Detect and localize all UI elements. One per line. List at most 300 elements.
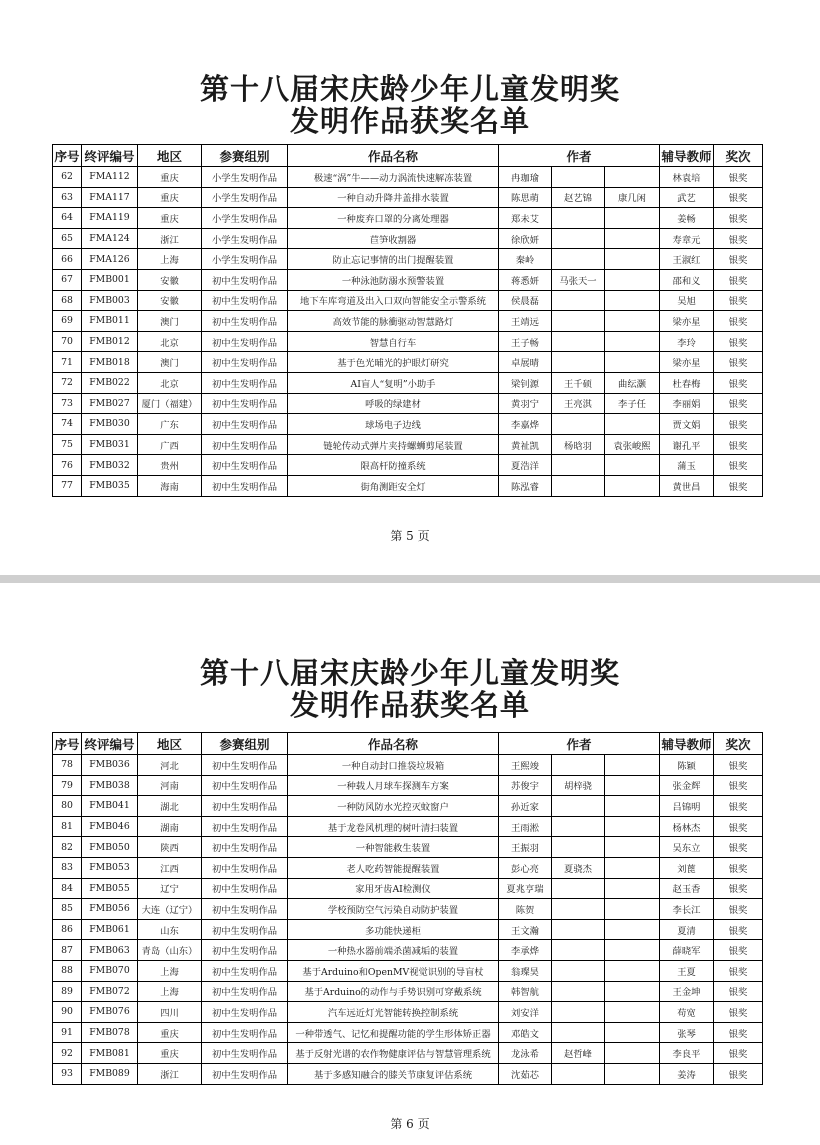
cell-work: 地下车库弯道及出入口双向智能安全示警系统 — [288, 290, 499, 311]
cell-author-1: 梁钊源 — [499, 372, 552, 393]
table-row — [53, 352, 763, 373]
cell-author-2 — [552, 167, 605, 188]
cell-award: 银奖 — [714, 249, 763, 270]
cell-code: FMB072 — [82, 981, 138, 1002]
cell-teacher: 张金辉 — [660, 775, 714, 796]
cell-author-3 — [605, 878, 660, 899]
cell-no: 92 — [53, 1043, 82, 1064]
cell-author-3 — [605, 899, 660, 920]
cell-region: 厦门（福建） — [138, 393, 202, 414]
cell-no: 67 — [53, 269, 82, 290]
cell-no: 82 — [53, 837, 82, 858]
cell-work: 呼吸的绿建材 — [288, 393, 499, 414]
cell-work: 球场电子边线 — [288, 414, 499, 435]
cell-author-2 — [552, 331, 605, 352]
cell-no: 84 — [53, 878, 82, 899]
table-row — [53, 249, 763, 270]
cell-award: 银奖 — [714, 755, 763, 776]
cell-region: 北京 — [138, 372, 202, 393]
cell-author-1: 王雨淞 — [499, 816, 552, 837]
cell-region: 河南 — [138, 775, 202, 796]
cell-code: FMB031 — [82, 434, 138, 455]
table-row — [53, 940, 763, 961]
cell-region: 广西 — [138, 434, 202, 455]
cell-author-1: 王振羽 — [499, 837, 552, 858]
cell-work: 一种自动升降井盖排水装置 — [288, 187, 499, 208]
cell-author-3 — [605, 919, 660, 940]
cell-region: 重庆 — [138, 1043, 202, 1064]
cell-author-2 — [552, 208, 605, 229]
cell-code: FMB012 — [82, 331, 138, 352]
cell-group: 小学生发明作品 — [202, 249, 288, 270]
cell-author-1: 蒋悉妍 — [499, 269, 552, 290]
cell-teacher: 王夏 — [660, 960, 714, 981]
cell-author-2 — [552, 899, 605, 920]
cell-author-1: 郑未艾 — [499, 208, 552, 229]
cell-region: 湖南 — [138, 816, 202, 837]
cell-work: 基于Arduino的动作与手势识别可穿戴系统 — [288, 981, 499, 1002]
cell-author-1: 陈思萌 — [499, 187, 552, 208]
cell-author-2 — [552, 878, 605, 899]
cell-award: 银奖 — [714, 1022, 763, 1043]
cell-author-1: 李承烨 — [499, 940, 552, 961]
cell-author-1: 黄祉凯 — [499, 434, 552, 455]
cell-code: FMB022 — [82, 372, 138, 393]
cell-region: 贵州 — [138, 455, 202, 476]
cell-author-3 — [605, 1043, 660, 1064]
cell-region: 重庆 — [138, 208, 202, 229]
cell-author-3 — [605, 414, 660, 435]
cell-region: 重庆 — [138, 187, 202, 208]
column-header-no: 序号 — [53, 145, 82, 167]
cell-teacher: 李良平 — [660, 1043, 714, 1064]
cell-no: 76 — [53, 455, 82, 476]
cell-no: 73 — [53, 393, 82, 414]
cell-no: 88 — [53, 960, 82, 981]
cell-teacher: 寿章元 — [660, 228, 714, 249]
cell-teacher: 杜春梅 — [660, 372, 714, 393]
cell-author-1: 翁璨昊 — [499, 960, 552, 981]
cell-group: 初中生发明作品 — [202, 1043, 288, 1064]
award-table — [52, 144, 763, 497]
cell-author-2 — [552, 1063, 605, 1084]
cell-no: 62 — [53, 167, 82, 188]
cell-region: 河北 — [138, 755, 202, 776]
cell-author-2 — [552, 414, 605, 435]
cell-group: 小学生发明作品 — [202, 228, 288, 249]
cell-award: 银奖 — [714, 899, 763, 920]
column-header-region: 地区 — [138, 145, 202, 167]
cell-award: 银奖 — [714, 290, 763, 311]
table-row — [53, 311, 763, 332]
cell-author-1: 沈茹芯 — [499, 1063, 552, 1084]
cell-code: FMA119 — [82, 208, 138, 229]
column-header-group: 参赛组别 — [202, 145, 288, 167]
cell-no: 71 — [53, 352, 82, 373]
cell-author-3 — [605, 837, 660, 858]
cell-group: 初中生发明作品 — [202, 857, 288, 878]
cell-region: 青岛（山东） — [138, 940, 202, 961]
cell-group: 初中生发明作品 — [202, 414, 288, 435]
cell-code: FMB032 — [82, 455, 138, 476]
cell-group: 初中生发明作品 — [202, 269, 288, 290]
cell-author-3 — [605, 1002, 660, 1023]
cell-award: 银奖 — [714, 187, 763, 208]
cell-author-3 — [605, 352, 660, 373]
cell-no: 63 — [53, 187, 82, 208]
table-row — [53, 775, 763, 796]
table-row — [53, 1022, 763, 1043]
cell-author-2 — [552, 1002, 605, 1023]
cell-author-2 — [552, 940, 605, 961]
cell-work: 限高杆防撞系统 — [288, 455, 499, 476]
table-row — [53, 919, 763, 940]
cell-no: 85 — [53, 899, 82, 920]
cell-teacher: 邵和义 — [660, 269, 714, 290]
column-header-code: 终评编号 — [82, 733, 138, 755]
table-row — [53, 455, 763, 476]
cell-author-1: 李嘉烨 — [499, 414, 552, 435]
cell-teacher: 李长江 — [660, 899, 714, 920]
cell-no: 72 — [53, 372, 82, 393]
cell-award: 银奖 — [714, 816, 763, 837]
page-6 — [0, 583, 820, 1145]
table-row — [53, 755, 763, 776]
cell-code: FMB027 — [82, 393, 138, 414]
cell-no: 91 — [53, 1022, 82, 1043]
cell-code: FMA124 — [82, 228, 138, 249]
column-header-no: 序号 — [53, 733, 82, 755]
cell-region: 浙江 — [138, 1063, 202, 1084]
cell-work: 高效节能的脉衝驱动智慧路灯 — [288, 311, 499, 332]
cell-work: 一种智能救生装置 — [288, 837, 499, 858]
cell-no: 77 — [53, 475, 82, 496]
cell-work: 极速“涡”牛——动力涡流快速解冻装置 — [288, 167, 499, 188]
cell-group: 初中生发明作品 — [202, 775, 288, 796]
cell-award: 银奖 — [714, 981, 763, 1002]
cell-work: 汽车远近灯光智能转换控制系统 — [288, 1002, 499, 1023]
cell-author-2 — [552, 290, 605, 311]
cell-code: FMB036 — [82, 755, 138, 776]
cell-author-2 — [552, 919, 605, 940]
cell-work: AI盲人“复明”小助手 — [288, 372, 499, 393]
cell-region: 江西 — [138, 857, 202, 878]
cell-code: FMB003 — [82, 290, 138, 311]
cell-author-3 — [605, 269, 660, 290]
cell-author-2 — [552, 228, 605, 249]
cell-teacher: 张琴 — [660, 1022, 714, 1043]
cell-author-1: 黄羽宁 — [499, 393, 552, 414]
column-header-teacher: 辅导教师 — [660, 145, 714, 167]
cell-group: 初中生发明作品 — [202, 755, 288, 776]
cell-group: 初中生发明作品 — [202, 475, 288, 496]
column-header-region: 地区 — [138, 733, 202, 755]
table-row — [53, 208, 763, 229]
cell-author-2 — [552, 816, 605, 837]
cell-region: 大连（辽宁） — [138, 899, 202, 920]
cell-no: 89 — [53, 981, 82, 1002]
table-header-row — [53, 145, 763, 167]
cell-code: FMB030 — [82, 414, 138, 435]
table-row — [53, 434, 763, 455]
cell-author-3 — [605, 167, 660, 188]
cell-work: 防止忘记事情的出门提醒装置 — [288, 249, 499, 270]
cell-no: 64 — [53, 208, 82, 229]
award-subtitle: 发明作品获奖名单 — [289, 688, 530, 722]
cell-code: FMB055 — [82, 878, 138, 899]
cell-author-2: 杨晗羽 — [552, 434, 605, 455]
cell-teacher: 谢孔平 — [660, 434, 714, 455]
cell-author-3: 康几闲 — [605, 187, 660, 208]
cell-author-1: 陈泓睿 — [499, 475, 552, 496]
cell-author-1: 冉珈瑜 — [499, 167, 552, 188]
cell-author-3 — [605, 775, 660, 796]
column-header-authors: 作者 — [499, 733, 660, 755]
cell-author-3 — [605, 228, 660, 249]
cell-author-2: 王千硕 — [552, 372, 605, 393]
cell-group: 初中生发明作品 — [202, 1022, 288, 1043]
column-header-award: 奖次 — [714, 145, 763, 167]
cell-teacher: 吴东立 — [660, 837, 714, 858]
cell-teacher: 吴旭 — [660, 290, 714, 311]
cell-region: 陕西 — [138, 837, 202, 858]
cell-author-3 — [605, 1022, 660, 1043]
cell-work: 一种载人月球车探测车方案 — [288, 775, 499, 796]
cell-author-2 — [552, 837, 605, 858]
cell-author-1: 夏兆亨瑞 — [499, 878, 552, 899]
cell-author-1: 卓展晴 — [499, 352, 552, 373]
cell-author-3 — [605, 208, 660, 229]
cell-region: 重庆 — [138, 167, 202, 188]
table-row — [53, 372, 763, 393]
cell-group: 小学生发明作品 — [202, 167, 288, 188]
cell-teacher: 梁亦星 — [660, 311, 714, 332]
cell-author-3 — [605, 981, 660, 1002]
cell-work: 一种泳池防溺水预警装置 — [288, 269, 499, 290]
cell-author-1: 侯晨磊 — [499, 290, 552, 311]
cell-region: 山东 — [138, 919, 202, 940]
cell-author-3: 曲纭灏 — [605, 372, 660, 393]
cell-code: FMB041 — [82, 796, 138, 817]
column-header-code: 终评编号 — [82, 145, 138, 167]
cell-author-3: 李子任 — [605, 393, 660, 414]
cell-teacher: 苟宽 — [660, 1002, 714, 1023]
page-separator — [0, 575, 820, 583]
cell-award: 银奖 — [714, 352, 763, 373]
cell-group: 初中生发明作品 — [202, 899, 288, 920]
award-title: 第十八届宋庆龄少年儿童发明奖 — [199, 656, 620, 690]
cell-author-1: 徐欣妍 — [499, 228, 552, 249]
cell-region: 上海 — [138, 960, 202, 981]
cell-code: FMB011 — [82, 311, 138, 332]
cell-code: FMB046 — [82, 816, 138, 837]
cell-award: 银奖 — [714, 919, 763, 940]
cell-region: 辽宁 — [138, 878, 202, 899]
cell-work: 街角测距安全灯 — [288, 475, 499, 496]
cell-work: 一种自动封口推袋垃圾箱 — [288, 755, 499, 776]
cell-group: 初中生发明作品 — [202, 372, 288, 393]
table-row — [53, 393, 763, 414]
cell-author-2 — [552, 960, 605, 981]
cell-author-3 — [605, 455, 660, 476]
cell-no: 90 — [53, 1002, 82, 1023]
cell-group: 初中生发明作品 — [202, 837, 288, 858]
cell-group: 初中生发明作品 — [202, 455, 288, 476]
cell-group: 初中生发明作品 — [202, 816, 288, 837]
cell-award: 银奖 — [714, 796, 763, 817]
cell-author-2: 胡梓骁 — [552, 775, 605, 796]
cell-no: 79 — [53, 775, 82, 796]
cell-no: 75 — [53, 434, 82, 455]
cell-award: 银奖 — [714, 475, 763, 496]
cell-region: 安徽 — [138, 269, 202, 290]
cell-author-2 — [552, 475, 605, 496]
cell-code: FMA112 — [82, 167, 138, 188]
cell-award: 银奖 — [714, 372, 763, 393]
cell-author-2 — [552, 311, 605, 332]
cell-work: 学校预防空气污染自动防护装置 — [288, 899, 499, 920]
cell-award: 银奖 — [714, 1043, 763, 1064]
table-header-row — [53, 733, 763, 755]
cell-author-3 — [605, 816, 660, 837]
cell-award: 银奖 — [714, 167, 763, 188]
cell-work: 智慧自行车 — [288, 331, 499, 352]
cell-no: 70 — [53, 331, 82, 352]
cell-region: 北京 — [138, 331, 202, 352]
cell-code: FMB078 — [82, 1022, 138, 1043]
cell-teacher: 刘蓖 — [660, 857, 714, 878]
cell-work: 老人吃药智能提醒装置 — [288, 857, 499, 878]
cell-author-1: 王文瀚 — [499, 919, 552, 940]
cell-group: 小学生发明作品 — [202, 208, 288, 229]
cell-author-3 — [605, 796, 660, 817]
cell-teacher: 杨林杰 — [660, 816, 714, 837]
cell-code: FMB061 — [82, 919, 138, 940]
cell-code: FMB035 — [82, 475, 138, 496]
column-header-work: 作品名称 — [288, 145, 499, 167]
cell-code: FMB038 — [82, 775, 138, 796]
cell-teacher: 蒲玉 — [660, 455, 714, 476]
cell-group: 初中生发明作品 — [202, 311, 288, 332]
cell-code: FMB089 — [82, 1063, 138, 1084]
cell-code: FMB001 — [82, 269, 138, 290]
cell-no: 80 — [53, 796, 82, 817]
table-row — [53, 981, 763, 1002]
column-header-group: 参赛组别 — [202, 733, 288, 755]
cell-award: 银奖 — [714, 311, 763, 332]
cell-group: 初中生发明作品 — [202, 331, 288, 352]
table-row — [53, 857, 763, 878]
column-header-authors: 作者 — [499, 145, 660, 167]
award-subtitle: 发明作品获奖名单 — [289, 104, 530, 138]
cell-author-2 — [552, 249, 605, 270]
cell-teacher: 武艺 — [660, 187, 714, 208]
cell-author-3 — [605, 960, 660, 981]
cell-author-2: 赵艺锦 — [552, 187, 605, 208]
cell-work: 多功能快递柜 — [288, 919, 499, 940]
cell-group: 初中生发明作品 — [202, 393, 288, 414]
table-row — [53, 878, 763, 899]
cell-teacher: 李玲 — [660, 331, 714, 352]
cell-no: 74 — [53, 414, 82, 435]
cell-region: 海南 — [138, 475, 202, 496]
cell-teacher: 陈颖 — [660, 755, 714, 776]
cell-author-1: 刘安洋 — [499, 1002, 552, 1023]
table-row — [53, 414, 763, 435]
page-number: 第 5 页 — [390, 529, 430, 543]
cell-award: 银奖 — [714, 414, 763, 435]
cell-author-2: 赵哲峰 — [552, 1043, 605, 1064]
cell-author-2: 夏骁杰 — [552, 857, 605, 878]
cell-author-1: 孙近家 — [499, 796, 552, 817]
cell-no: 65 — [53, 228, 82, 249]
cell-teacher: 王金坤 — [660, 981, 714, 1002]
table-row — [53, 269, 763, 290]
cell-teacher: 赵玉香 — [660, 878, 714, 899]
cell-code: FMA117 — [82, 187, 138, 208]
cell-work: 一种带透气、记忆和提醒功能的学生形体矫正器 — [288, 1022, 499, 1043]
table-row — [53, 331, 763, 352]
cell-author-3 — [605, 311, 660, 332]
cell-author-3 — [605, 331, 660, 352]
table-row — [53, 816, 763, 837]
cell-code: FMB070 — [82, 960, 138, 981]
column-header-work: 作品名称 — [288, 733, 499, 755]
table-row — [53, 1063, 763, 1084]
cell-teacher: 薛晓军 — [660, 940, 714, 961]
cell-group: 初中生发明作品 — [202, 878, 288, 899]
cell-author-2 — [552, 755, 605, 776]
table-row — [53, 837, 763, 858]
cell-author-3 — [605, 940, 660, 961]
table-row — [53, 899, 763, 920]
cell-group: 初中生发明作品 — [202, 434, 288, 455]
cell-region: 浙江 — [138, 228, 202, 249]
column-header-teacher: 辅导教师 — [660, 733, 714, 755]
cell-code: FMB050 — [82, 837, 138, 858]
cell-teacher: 林袁培 — [660, 167, 714, 188]
cell-teacher: 姜畅 — [660, 208, 714, 229]
cell-region: 广东 — [138, 414, 202, 435]
cell-teacher: 姜涛 — [660, 1063, 714, 1084]
cell-group: 初中生发明作品 — [202, 960, 288, 981]
cell-author-3 — [605, 249, 660, 270]
cell-award: 银奖 — [714, 208, 763, 229]
cell-work: 苣笋收割器 — [288, 228, 499, 249]
cell-no: 66 — [53, 249, 82, 270]
cell-code: FMB018 — [82, 352, 138, 373]
cell-author-2 — [552, 352, 605, 373]
table-row — [53, 187, 763, 208]
cell-author-1: 陈贺 — [499, 899, 552, 920]
cell-group: 初中生发明作品 — [202, 290, 288, 311]
cell-code: FMA126 — [82, 249, 138, 270]
cell-award: 银奖 — [714, 940, 763, 961]
cell-award: 银奖 — [714, 1002, 763, 1023]
table-row — [53, 290, 763, 311]
cell-author-3 — [605, 290, 660, 311]
cell-work: 家用牙齿AI检测仪 — [288, 878, 499, 899]
cell-no: 69 — [53, 311, 82, 332]
table-row — [53, 960, 763, 981]
cell-no: 93 — [53, 1063, 82, 1084]
cell-award: 银奖 — [714, 434, 763, 455]
cell-teacher: 梁亦星 — [660, 352, 714, 373]
cell-work: 一种防风防水光控灭蚊窗户 — [288, 796, 499, 817]
table-row — [53, 475, 763, 496]
cell-group: 初中生发明作品 — [202, 1002, 288, 1023]
cell-award: 银奖 — [714, 393, 763, 414]
